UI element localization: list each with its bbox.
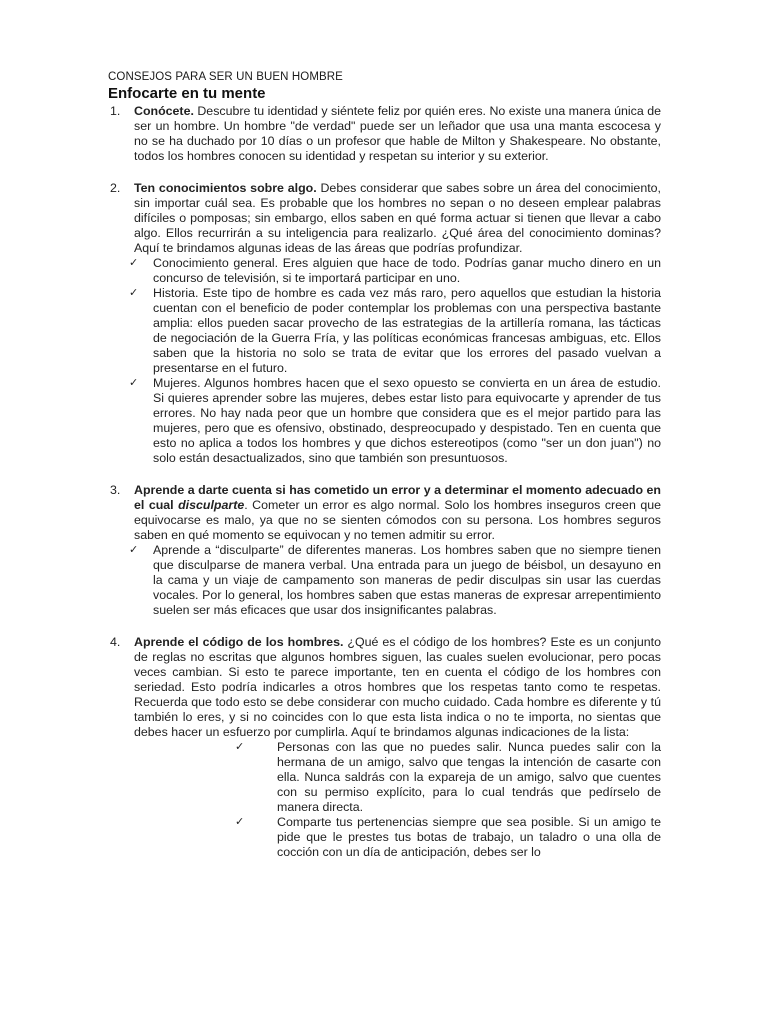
list-item-1 (108, 104, 661, 164)
item-text: Debes considerar que sabes sobre un área del conocimiento, sin importar cuál sea. Es probable que los hombres no sepan o no deseen emplear palabras difíciles o pomposas; sin embargo, ellos saben en qué forma actuar si tienen que llevar a cabo algo. Ellos recurrirán a su inteligencia para realizarlo. ¿Qué área del conocimiento dominas? Aquí te brindamos algunas ideas de las áreas que podrías profundizar. (134, 181, 661, 255)
item-paragraph (134, 635, 661, 740)
item-number: 1. (110, 104, 121, 118)
item-text: . Cometer un error es algo normal. Solo los hombres inseguros creen que equivocarse es malo, ya que no se sienten cómodos con su persona. Los hombres seguros saben en qué momento se equivocan y no temen admitir su error. (134, 498, 662, 542)
check-item (235, 740, 661, 815)
item-paragraph (134, 483, 661, 543)
item-text: Descubre tu identidad y siéntete feliz por quién eres. No existe una manera única de ser un hombre. Un hombre "de verdad" puede ser un leñador que usa una manta escocesa y no se ha duchado por 10 días o un profesor que hable de Milton y Shakespeare. No obstante, todos los hombres conocen su identidad y respetan su interior y su exterior. (134, 104, 661, 163)
item-lead: Aprende el código de los hombres. (134, 635, 344, 649)
check-icon: ✓ (129, 377, 139, 389)
check-item-text: Historia. Este tipo de hombre es cada vez más raro, pero aquellos que estudian la historia cuentan con el beneficio de poder contemplar los problemas con una perspectiva bastante amplia: ellos pueden sacar provecho de las estrategias de la artillería romana, las tácticas de negociación de la Guerra Fría, y las políticas económicas francesas ambiguas, etc. Ellos saben que la historia no solo se trata de evitar que los errores del pasado vuelvan a presentarse en el futuro. (153, 286, 661, 375)
check-item (129, 256, 661, 286)
check-icon: ✓ (235, 816, 245, 828)
list-item-3 (108, 483, 661, 618)
check-icon: ✓ (129, 257, 139, 269)
item-lead-emphasis: disculparte (178, 498, 245, 512)
item-lead: Ten conocimientos sobre algo. (134, 181, 317, 195)
check-item (235, 815, 661, 860)
check-item-text: Comparte tus pertenencias siempre que sea posible. Si un amigo te pide que le prestes tus botas de trabajo, un taladro o una olla de cocción con un día de anticipación, debes ser lo (277, 815, 661, 859)
check-list (134, 740, 661, 860)
check-icon: ✓ (129, 287, 139, 299)
check-item-text: Conocimiento general. Eres alguien que hace de todo. Podrías ganar mucho dinero en un concurso de televisión, si te importará participar en uno. (153, 256, 661, 285)
item-text: ¿Qué es el código de los hombres? Este es un conjunto de reglas no escritas que algunos hombres siguen, las cuales suelen evolucionar, pero pocas veces cambian. Si esto te parece importante, ten en cuenta el código de los hombres con seriedad. Esto podría indicarles a otros hombres que los respetas tanto como te respetas. Recuerda que todo esto se debe considerar con mucho cuidado. Cada hombre es diferente y tú también lo eres, y si no coincides con lo que esta lista indica o no te importa, no sientas que debes hacer un esfuerzo por cumplirla. Aquí te brindamos algunas indicaciones de la lista: (134, 635, 662, 739)
check-item-text: Personas con las que no puedes salir. Nunca puedes salir con la hermana de un amigo, salvo que tengas la intención de casarte con ella. Nunca saldrás con la expareja de un amigo, salvo que cuentes con su permiso explícito, para lo cual tendrás que pedírselo de manera directa. (277, 740, 661, 814)
item-paragraph (134, 181, 661, 256)
item-number: 3. (110, 483, 121, 497)
document-title: CONSEJOS PARA SER UN BUEN HOMBRE (108, 71, 343, 83)
check-item (129, 286, 661, 376)
numbered-list (108, 104, 661, 860)
item-lead-text: Aprende a darte cuenta si has cometido un error y a determinar el momento adecuado en el cual (134, 483, 661, 512)
list-item-2 (108, 181, 661, 466)
check-list (129, 543, 661, 618)
item-number: 4. (110, 635, 121, 649)
check-item (129, 543, 661, 618)
list-item-4 (108, 635, 661, 860)
check-item-text: Mujeres. Algunos hombres hacen que el sexo opuesto se convierta en un área de estudio. Si quieres aprender sobre las mujeres, debes estar listo para equivocarte y aprender de tus errores. No hay nada peor que un hombre que considera que es el mejor partido para las mujeres, pero que es ofensivo, obstinado, despreocupado y despistado. Ten en cuenta que esto no aplica a todos los hombres y que dichos estereotipos (como "ser un don juan") no solo están desactualizados, sino que también son presuntuosos. (153, 376, 661, 465)
check-icon: ✓ (129, 544, 139, 556)
check-icon: ✓ (235, 741, 245, 753)
section-heading: Enfocarte en tu mente (108, 85, 266, 102)
check-item (129, 376, 661, 466)
check-list (129, 256, 661, 466)
item-paragraph (134, 104, 661, 164)
check-item-text: Aprende a “disculparte” de diferentes maneras. Los hombres saben que no siempre tienen que disculparse de manera verbal. Una entrada para un juego de béisbol, un desayuno en la cama y un viaje de campamento son maneras de pedir disculpas sin usar las cuerdas vocales. Por lo general, los hombres saben que estas maneras de expresar arrepentimiento suelen ser más eficaces que usar dos insignificantes palabras. (153, 543, 661, 617)
item-lead: Conócete. (134, 104, 194, 118)
item-number: 2. (110, 181, 121, 195)
